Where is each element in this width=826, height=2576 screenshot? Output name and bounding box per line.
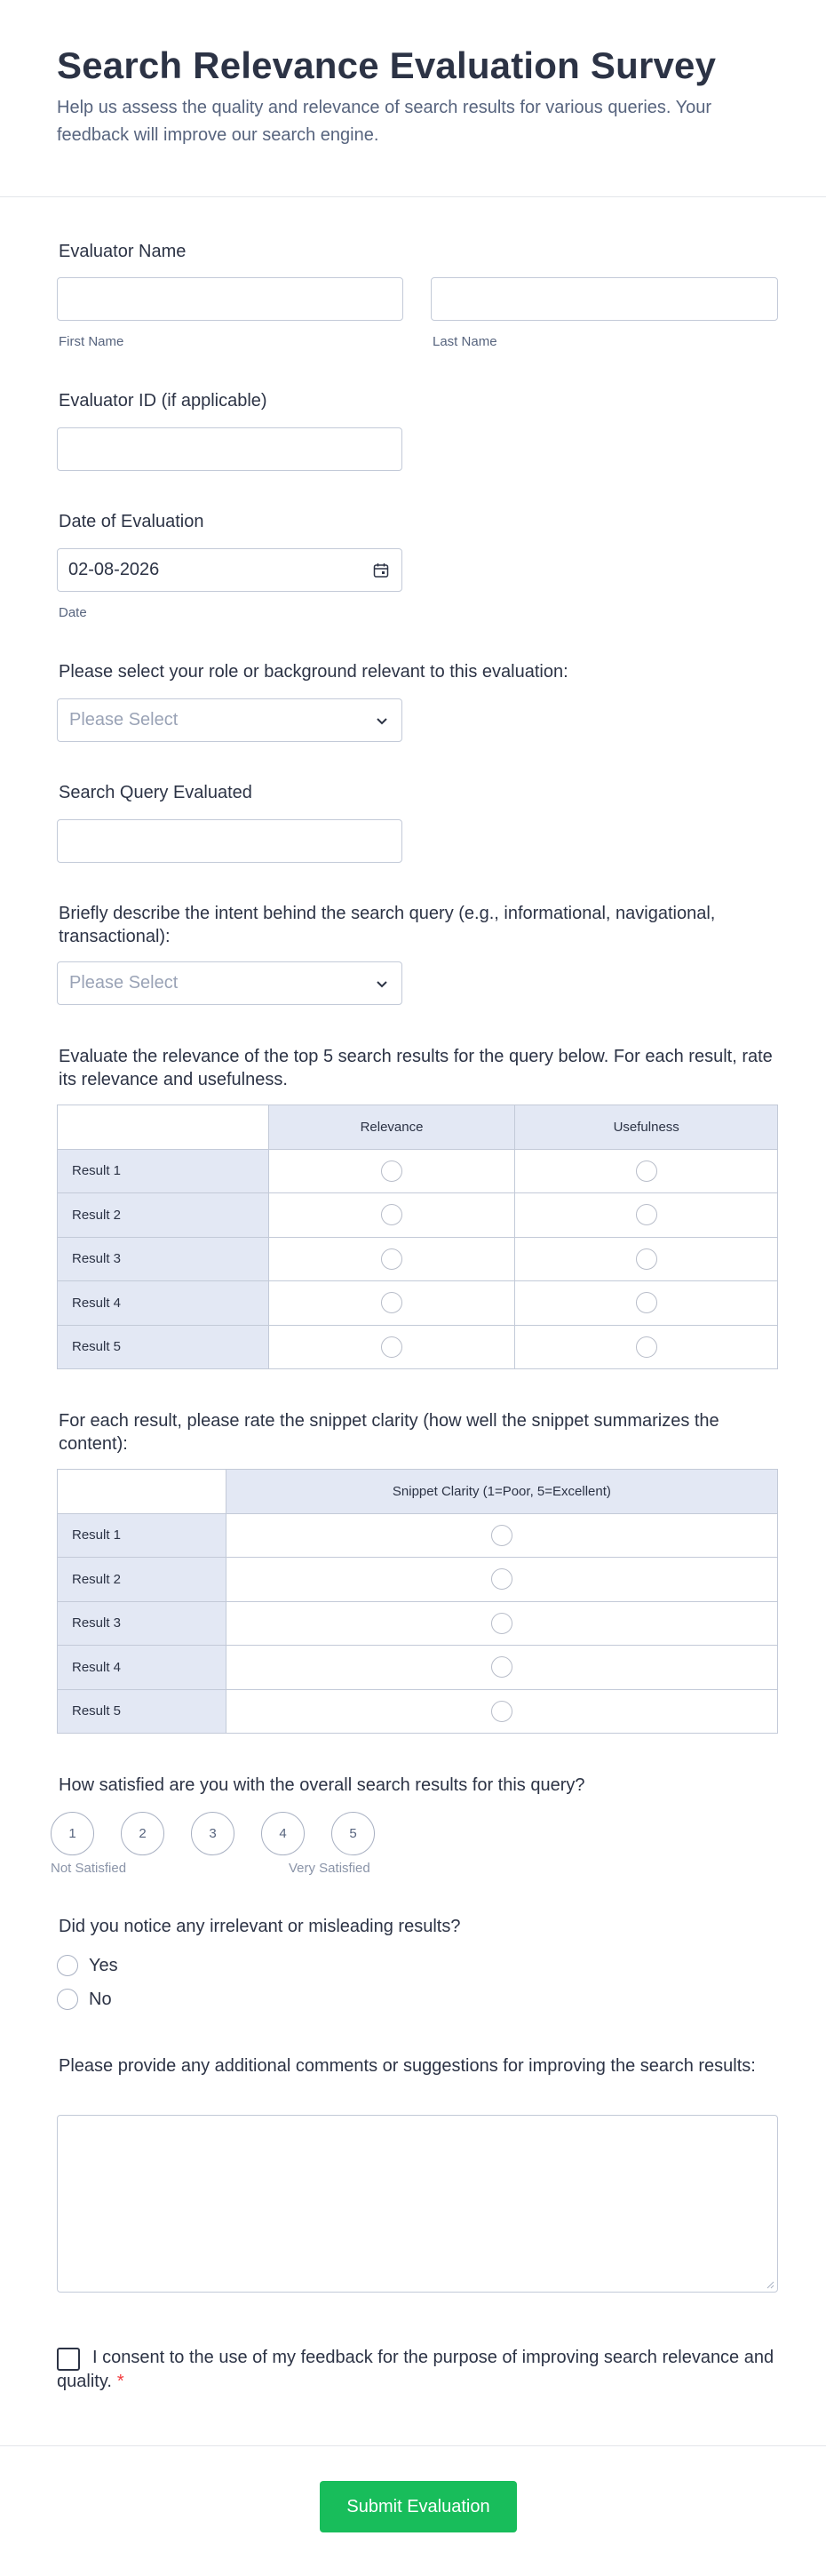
relevance-radio[interactable]: [381, 1248, 402, 1270]
submit-button[interactable]: Submit Evaluation: [320, 2481, 517, 2532]
calendar-icon[interactable]: [373, 562, 389, 578]
intent-label: Briefly describe the intent behind the search query (e.g., informational, navigational, transactional):: [59, 904, 716, 946]
evaluator-name-label: Evaluator Name: [59, 242, 187, 261]
matrix-row-label: Result 3: [58, 1601, 226, 1646]
scale-option-3[interactable]: 3: [191, 1812, 234, 1855]
matrix-corner: [58, 1470, 226, 1514]
snippet-matrix-label: For each result, please rate the snippet clarity (how well the snippet summarizes the content):: [59, 1411, 719, 1454]
required-asterisk: *: [116, 2372, 124, 2391]
relevance-matrix: [57, 1105, 778, 1369]
relevance-radio[interactable]: [381, 1204, 402, 1225]
snippet-clarity-radio[interactable]: [491, 1656, 512, 1678]
role-select[interactable]: [57, 698, 402, 742]
role-label: Please select your role or background relevant to this evaluation:: [59, 662, 568, 682]
table-row: [58, 1325, 778, 1369]
matrix-row-label: Result 4: [58, 1646, 226, 1690]
relevance-matrix-label: Evaluate the relevance of the top 5 search results for the query below. For each result, rate its relevance and usefulness.: [59, 1047, 773, 1089]
matrix-row-label: Result 5: [58, 1689, 226, 1734]
snippet-matrix: [57, 1469, 778, 1734]
snippet-clarity-radio[interactable]: [491, 1701, 512, 1722]
table-row: [58, 1149, 778, 1193]
role-placeholder: Please Select: [69, 710, 179, 730]
evaluator-id-input[interactable]: [57, 427, 402, 471]
relevance-radio[interactable]: [381, 1160, 402, 1182]
table-row: [58, 1601, 778, 1646]
date-sublabel: Date: [59, 605, 87, 620]
intent-select[interactable]: [57, 961, 402, 1005]
date-input[interactable]: [57, 548, 402, 592]
comments-textarea[interactable]: [57, 2115, 778, 2293]
first-name-sublabel: First Name: [59, 334, 124, 349]
snippet-clarity-radio[interactable]: [491, 1568, 512, 1590]
radio-circle[interactable]: [57, 1989, 78, 2010]
usefulness-radio[interactable]: [636, 1160, 657, 1182]
matrix-row-label: Result 3: [58, 1237, 269, 1281]
chevron-down-icon: [373, 712, 391, 730]
intent-placeholder: Please Select: [69, 973, 179, 993]
table-row: [58, 1193, 778, 1238]
table-row: [58, 1646, 778, 1690]
table-row: [58, 1513, 778, 1558]
usefulness-radio[interactable]: [636, 1204, 657, 1225]
last-name-sublabel: Last Name: [433, 334, 497, 349]
snippet-clarity-radio[interactable]: [491, 1525, 512, 1546]
usefulness-radio[interactable]: [636, 1292, 657, 1313]
page-title: Search Relevance Evaluation Survey: [57, 44, 717, 86]
scale-option-1[interactable]: 1: [51, 1812, 94, 1855]
resize-grip-icon[interactable]: [766, 2280, 774, 2289]
matrix-column-header: Usefulness: [515, 1105, 778, 1150]
table-row: [58, 1558, 778, 1602]
relevance-radio[interactable]: [381, 1336, 402, 1358]
last-name-input[interactable]: [431, 277, 778, 321]
matrix-row-label: Result 5: [58, 1325, 269, 1369]
query-input[interactable]: [57, 819, 402, 863]
scale-low-label: Not Satisfied: [51, 1861, 127, 1876]
matrix-row-label: Result 1: [58, 1149, 269, 1193]
date-label: Date of Evaluation: [59, 512, 204, 531]
first-name-input[interactable]: [57, 277, 403, 321]
irrelevant-label: Did you notice any irrelevant or misleading results?: [59, 1917, 461, 1936]
table-row: [58, 1237, 778, 1281]
query-label: Search Query Evaluated: [59, 783, 252, 802]
matrix-row-label: Result 4: [58, 1281, 269, 1326]
matrix-corner: [58, 1105, 269, 1150]
scale-option-5[interactable]: 5: [331, 1812, 375, 1855]
radio-circle[interactable]: [57, 1955, 78, 1976]
usefulness-radio[interactable]: [636, 1336, 657, 1358]
matrix-row-label: Result 2: [58, 1193, 269, 1238]
matrix-column-header: Snippet Clarity (1=Poor, 5=Excellent): [226, 1470, 777, 1514]
evaluator-id-label: Evaluator ID (if applicable): [59, 391, 267, 411]
snippet-clarity-radio[interactable]: [491, 1613, 512, 1634]
scale-option-4[interactable]: 4: [261, 1812, 305, 1855]
page-description: Help us assess the quality and relevance of search results for various queries. Your feedback will improve our search engine.: [57, 98, 712, 145]
table-row: [58, 1281, 778, 1326]
matrix-row-label: Result 1: [58, 1513, 226, 1558]
date-value: 02-08-2026: [68, 560, 160, 579]
table-row: [58, 1689, 778, 1734]
form-header: [0, 0, 826, 197]
consent-label: I consent to the use of my feedback for the purpose of improving search relevance and quality. *: [57, 2348, 774, 2391]
comments-label: Please provide any additional comments or suggestions for improving the search results:: [59, 2056, 756, 2076]
relevance-radio[interactable]: [381, 1292, 402, 1313]
matrix-column-header: Relevance: [268, 1105, 515, 1150]
scale-option-2[interactable]: 2: [121, 1812, 164, 1855]
scale-high-label: Very Satisfied: [289, 1861, 370, 1876]
matrix-row-label: Result 2: [58, 1558, 226, 1602]
usefulness-radio[interactable]: [636, 1248, 657, 1270]
satisfaction-label: How satisfied are you with the overall search results for this query?: [59, 1775, 585, 1795]
chevron-down-icon: [373, 975, 391, 993]
